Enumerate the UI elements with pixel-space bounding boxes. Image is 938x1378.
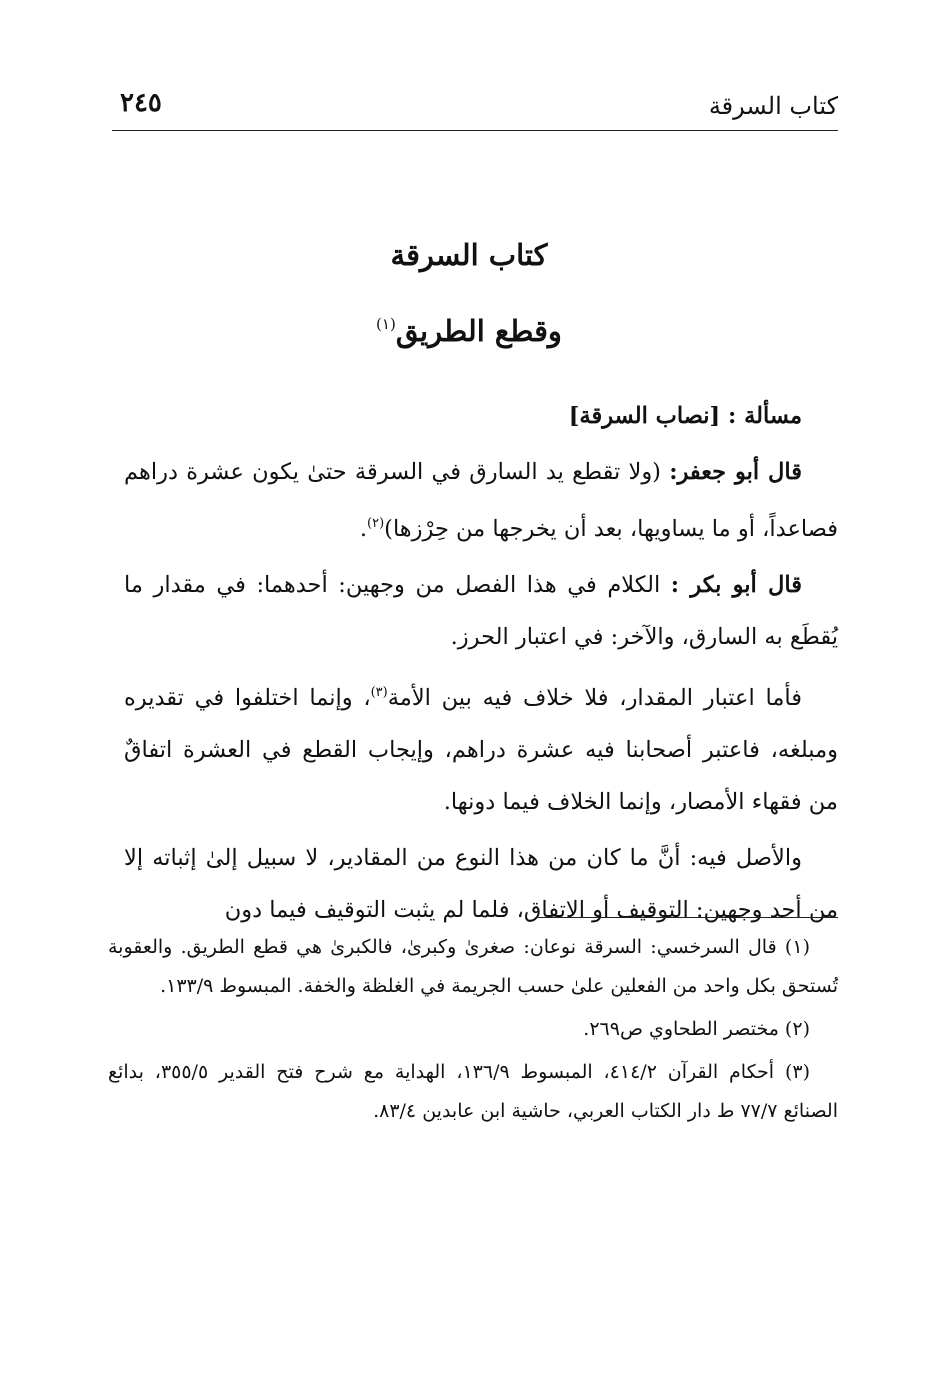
- footnote-divider: [538, 917, 838, 918]
- footnotes: [108, 928, 838, 1135]
- footnote-ref-1: (١): [376, 315, 396, 333]
- paragraph-measure: [124, 667, 838, 828]
- chapter-subtitle: [0, 314, 938, 348]
- footnote-ref-2: (٢): [367, 516, 385, 531]
- speaker-abu-jafar: قال أبو جعفر:: [669, 459, 802, 485]
- main-text: [124, 390, 838, 940]
- paragraph-abu-bakr: [124, 559, 838, 663]
- chapter-subtitle-text: وقطع الطريق: [395, 314, 562, 348]
- chapter-title: كتاب السرقة: [390, 238, 548, 272]
- paragraph-3-text-b: ، وإنما اختلفوا في تقديره ومبلغه، فاعتبر أصحابنا فيه عشرة دراهم، وإيجاب القطع في العشرة اتفاقٌ من فقهاء الأمصار، وإنما الخلاف فيما دونها.: [124, 685, 838, 815]
- footnote-ref-3: (٣): [370, 685, 388, 700]
- paragraph-principle: والأصل فيه: أنَّ ما كان من هذا النوع من المقادير، لا سبيل إلىٰ إثباته إلا من أحد وجهين: التوقيف أو الاتفاق، فلما لم يثبت التوقيف فيما دون: [124, 845, 838, 923]
- speaker-abu-bakr: قال أبو بكر :: [670, 572, 802, 598]
- issue-heading: مسألة : [نصاب السرقة]: [568, 403, 802, 429]
- paragraph-1-text: (ولا تقطع يد السارق في السرقة حتىٰ يكون عشرة دراهم فصاعداً، أو ما يساويها، بعد أن يخرجها من حِرْزها): [124, 459, 838, 542]
- page-number: ٢٤٥: [120, 88, 162, 118]
- paragraph-abu-jafar: [124, 446, 838, 555]
- running-header: [112, 88, 838, 131]
- paragraph-3-text-a: فأما اعتبار المقدار، فلا خلاف فيه بين الأمة: [387, 685, 802, 711]
- footnote-2: (٢) مختصر الطحاوي ص٢٦٩.: [583, 1018, 810, 1040]
- paragraph-2-text: الكلام في هذا الفصل من وجهين: أحدهما: في مقدار ما يُقطَع به السارق، والآخر: في اعتبار الحرز.: [124, 572, 838, 650]
- footnote-3: (٣) أحكام القرآن ٤١٤/٢، المبسوط ١٣٦/٩، الهداية مع شرح فتح القدير ٣٥٥/٥، بدائع الصنائع ٧٧/٧ ط دار الكتاب العربي، حاشية ابن عابدين ٨٣/٤.: [108, 1061, 838, 1122]
- footnote-1: (١) قال السرخسي: السرقة نوعان: صغرىٰ وكبرىٰ، فالكبرىٰ هي قطع الطريق. والعقوبة تُستحق بكل واحد من الفعلين علىٰ حسب الجريمة في الغلظة والخفة. المبسوط ١٣٣/٩.: [108, 936, 838, 997]
- running-title: كتاب السرقة: [708, 92, 838, 120]
- paragraph-1-end: .: [359, 516, 368, 542]
